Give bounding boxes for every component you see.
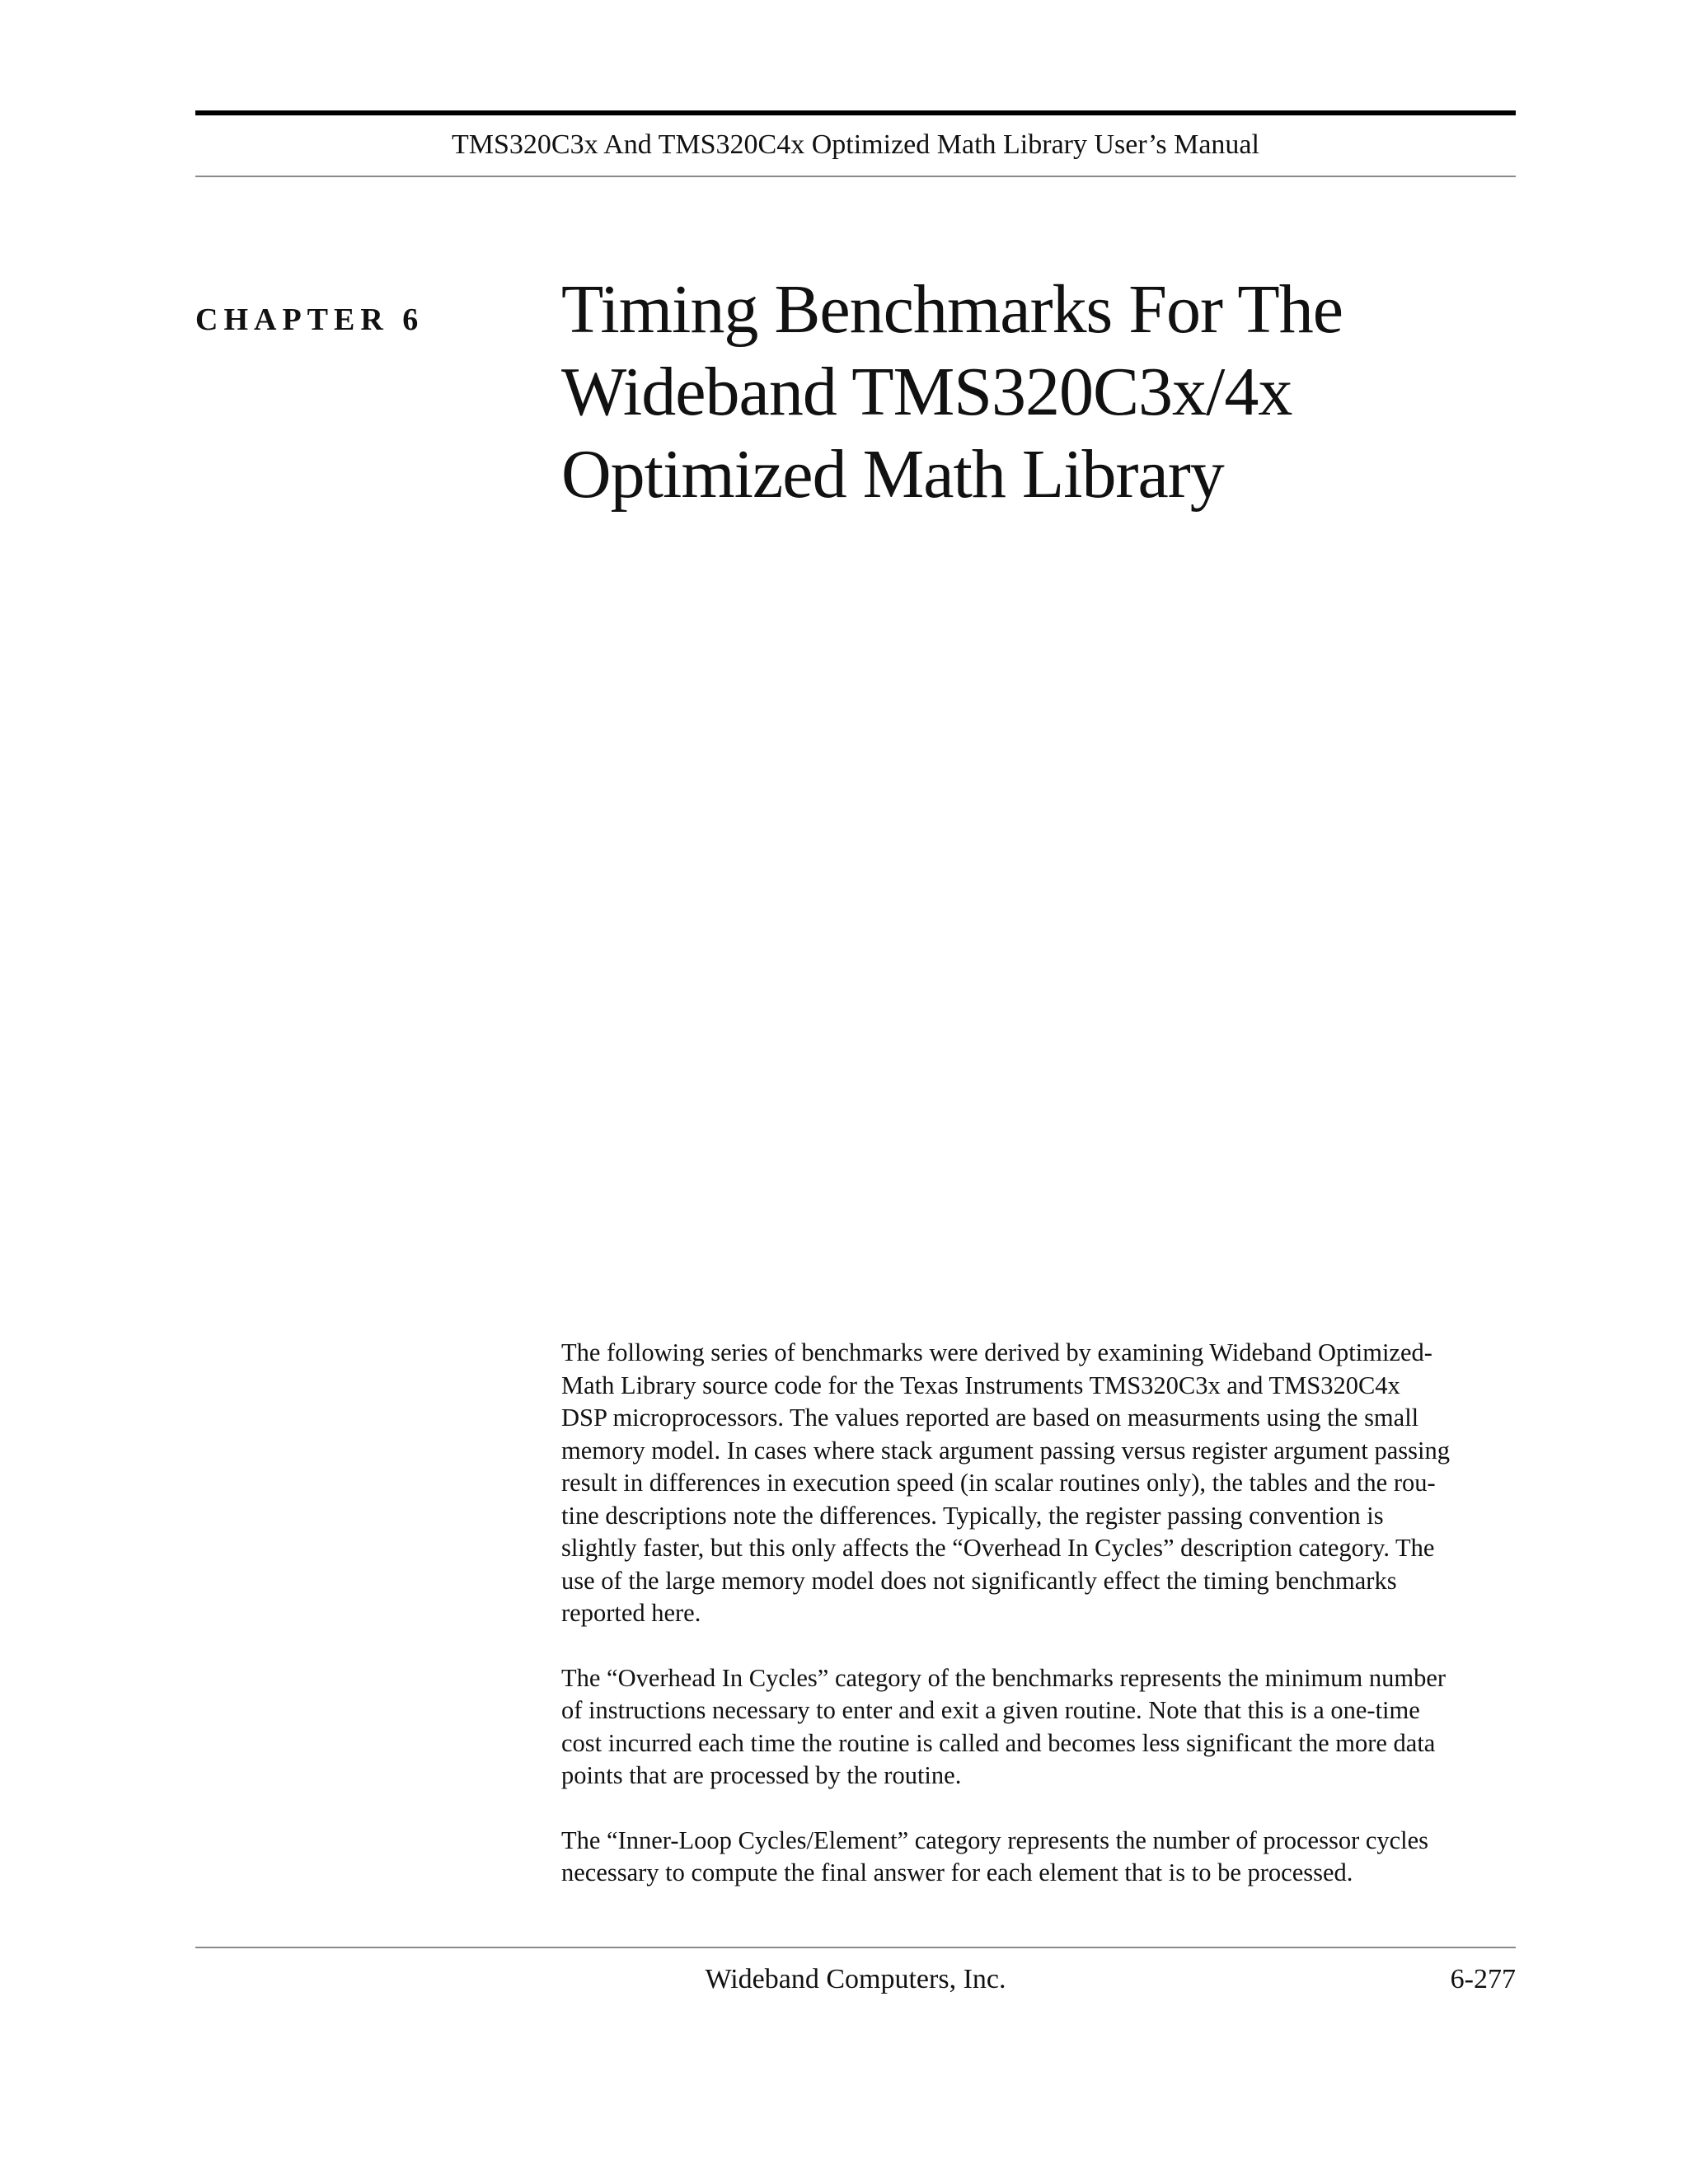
- paragraph-line: of instructions necessary to enter and exit a given routine. Note that this is a one-time: [561, 1696, 1420, 1724]
- paragraph-line: DSP microprocessors. The values reported are based on measurments using the small: [561, 1404, 1419, 1432]
- paragraph-line: slightly faster, but this only affects the “Overhead In Cycles” description category. The: [561, 1534, 1435, 1562]
- chapter-title-line-3: Optimized Math Library: [561, 436, 1224, 513]
- paragraph-line: cost incurred each time the routine is called and becomes less significant the more data: [561, 1728, 1436, 1757]
- paragraph-line: The “Overhead In Cycles” category of the benchmarks represents the minimum number: [561, 1663, 1447, 1692]
- paragraph-line: The following series of benchmarks were derived by examining Wideband Optimized-: [561, 1338, 1432, 1366]
- paragraph-line: The “Inner-Loop Cycles/Element” category represents the number of processor cycles: [561, 1825, 1429, 1854]
- chapter-label: CHAPTER 6: [195, 302, 424, 337]
- chapter-title-line-1: Timing Benchmarks For The: [561, 271, 1343, 348]
- paragraph-inner-loop: [561, 1825, 1517, 1890]
- paragraph-line: Math Library source code for the Texas Instruments TMS320C3x and TMS320C4x: [561, 1371, 1400, 1399]
- paragraph-line: result in differences in execution speed (in scalar routines only), the tables and the rou-: [561, 1469, 1436, 1497]
- paragraph-line: necessary to compute the final answer for each element that is to be processed.: [561, 1858, 1353, 1886]
- paragraph-line: use of the large memory model does not significantly effect the timing benchmarks: [561, 1566, 1397, 1595]
- footer-rule: [195, 1947, 1516, 1948]
- paragraph-line: reported here.: [561, 1599, 701, 1627]
- chapter-title: [561, 269, 1509, 516]
- paragraph-line: points that are processed by the routine.: [561, 1761, 962, 1789]
- paragraph-line: tine descriptions note the differences. Typically, the register passing convention is: [561, 1501, 1384, 1530]
- paragraph-intro: [561, 1337, 1517, 1630]
- paragraph-overhead: [561, 1662, 1517, 1793]
- footer-company: Wideband Computers, Inc.: [705, 1964, 1006, 1994]
- header-rule-thick: [195, 110, 1516, 115]
- page-number: 6-277: [1450, 1964, 1516, 1994]
- chapter-title-line-2: Wideband TMS320C3x/4x: [561, 354, 1292, 430]
- running-header-title: TMS320C3x And TMS320C4x Optimized Math Library User’s Manual: [452, 129, 1259, 160]
- header-rule-thin: [195, 176, 1516, 177]
- body-text: [561, 1337, 1517, 1922]
- paragraph-line: memory model. In cases where stack argument passing versus register argument passing: [561, 1436, 1450, 1465]
